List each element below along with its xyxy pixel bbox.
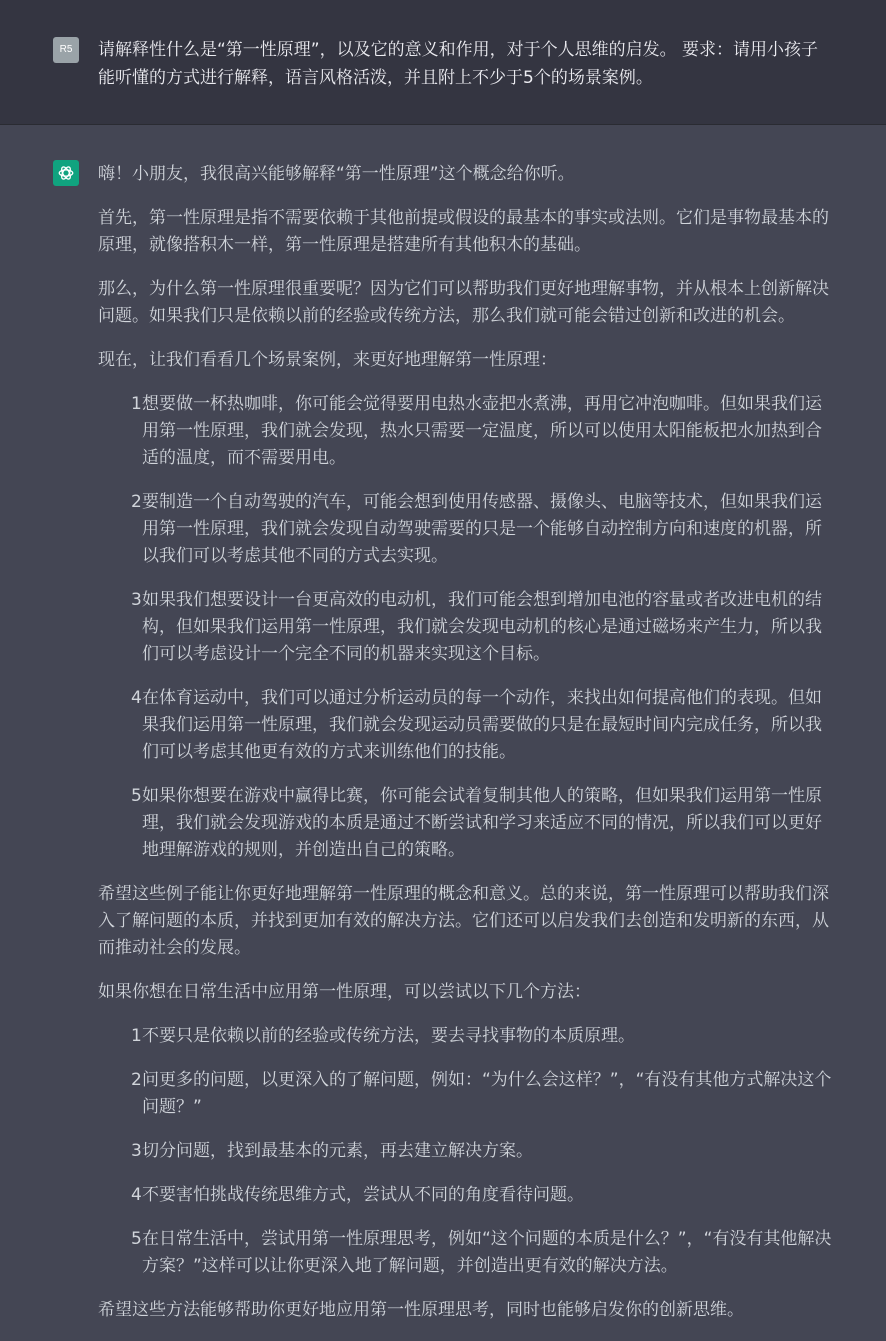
- greeting-paragraph: 嗨！小朋友，我很高兴能够解释“第一性原理”这个概念给你听。: [98, 164, 575, 184]
- list-item-number: 2: [131, 492, 142, 512]
- list-item: [98, 1138, 838, 1165]
- list-item-text: 切分问题，找到最基本的元素，再去建立解决方案。: [142, 1141, 533, 1161]
- list-item-number: 3: [131, 1141, 142, 1161]
- list-item-number: 1: [131, 1026, 142, 1046]
- list-item-text: 在日常生活中，尝试用第一性原理思考，例如“这个问题的本质是什么？”，“有没有其他解决方案？”这样可以让你更深入地了解问题，并创造出更有效的解决方法。: [142, 1229, 832, 1276]
- list-item-text: 想要做一杯热咖啡，你可能会觉得要用电热水壶把水煮沸，再用它冲泡咖啡。但如果我们运用第一性原理，我们就会发现，热水只需要一定温度，所以可以使用太阳能板把水加热到合适的温度，而不需要用电。: [142, 394, 822, 468]
- user-message: [0, 0, 886, 125]
- list-item: [98, 685, 838, 766]
- list-item-number: 4: [131, 688, 142, 708]
- list-item: [98, 587, 838, 668]
- list-item-text: 如果我们想要设计一台更高效的电动机，我们可能会想到增加电池的容量或者改进电机的结构，但如果我们运用第一性原理，我们就会发现电动机的核心是通过磁场来产生力，所以我们可以考虑设计一个完全不同的机器来实现这个目标。: [142, 590, 822, 664]
- openai-logo-icon: [57, 164, 75, 182]
- methods-list: [98, 1023, 838, 1280]
- list-item-number: 3: [131, 590, 142, 610]
- cases-list: [98, 391, 838, 864]
- assistant-message: [0, 125, 886, 1325]
- list-item: [98, 1023, 838, 1050]
- list-item: [98, 1067, 838, 1121]
- definition-paragraph: 首先，第一性原理是指不需要依赖于其他前提或假设的最基本的事实或法则。它们是事物最基本的原理，就像搭积木一样，第一性原理是搭建所有其他积木的基础。: [98, 208, 829, 255]
- summary-paragraph: 希望这些例子能让你更好地理解第一性原理的概念和意义。总的来说，第一性原理可以帮助我们深入了解问题的本质，并找到更加有效的解决方法。它们还可以启发我们去创造和发明新的东西，从而推动社会的发展。: [98, 884, 829, 958]
- user-avatar: R5: [53, 37, 79, 63]
- list-item: [98, 391, 838, 472]
- closing-paragraph: 希望这些方法能够帮助你更好地应用第一性原理思考，同时也能够启发你的创新思维。: [98, 1300, 744, 1320]
- importance-paragraph: 那么，为什么第一性原理很重要呢？因为它们可以帮助我们更好地理解事物，并从根本上创新解决问题。如果我们只是依赖以前的经验或传统方法，那么我们就可能会错过创新和改进的机会。: [98, 279, 829, 326]
- methods-intro-paragraph: 如果你想在日常生活中应用第一性原理，可以尝试以下几个方法：: [98, 982, 591, 1002]
- list-item: [98, 489, 838, 570]
- list-item-number: 5: [131, 786, 142, 806]
- list-item-text: 不要害怕挑战传统思维方式，尝试从不同的角度看待问题。: [142, 1185, 584, 1205]
- assistant-avatar: [53, 160, 79, 186]
- list-item-text: 在体育运动中，我们可以通过分析运动员的每一个动作，来找出如何提高他们的表现。但如果我们运用第一性原理，我们就会发现运动员需要做的只是在最短时间内完成任务，所以我们可以考虑其他更有效的方式来训练他们的技能。: [142, 688, 822, 762]
- list-item: [98, 1182, 838, 1209]
- list-item: [98, 1226, 838, 1280]
- list-item-text: 问更多的问题，以更深入的了解问题，例如：“为什么会这样？”，“有没有其他方式解决这个问题？”: [142, 1070, 832, 1117]
- cases-intro-paragraph: 现在，让我们看看几个场景案例，来更好地理解第一性原理：: [98, 350, 557, 370]
- list-item-number: 5: [131, 1229, 142, 1249]
- user-message-text: 请解释性什么是“第一性原理”，以及它的意义和作用，对于个人思维的启发。 要求：请用小孩子能听懂的方式进行解释，语言风格活泼，并且附上不少于5个的场景案例。: [98, 40, 819, 88]
- list-item-text: 要制造一个自动驾驶的汽车，可能会想到使用传感器、摄像头、电脑等技术，但如果我们运用第一性原理，我们就会发现自动驾驶需要的只是一个能够自动控制方向和速度的机器，所以我们可以考虑其他不同的方式去实现。: [142, 492, 822, 566]
- list-item-number: 2: [131, 1070, 142, 1090]
- list-item: [98, 783, 838, 864]
- list-item-text: 不要只是依赖以前的经验或传统方法，要去寻找事物的本质原理。: [142, 1026, 635, 1046]
- list-item-number: 1: [131, 394, 142, 414]
- assistant-message-content: [98, 161, 838, 1341]
- list-item-number: 4: [131, 1185, 142, 1205]
- list-item-text: 如果你想要在游戏中赢得比赛，你可能会试着复制其他人的策略，但如果我们运用第一性原理，我们就会发现游戏的本质是通过不断尝试和学习来适应不同的情况，所以我们可以更好地理解游戏的规则，并创造出自己的策略。: [142, 786, 822, 860]
